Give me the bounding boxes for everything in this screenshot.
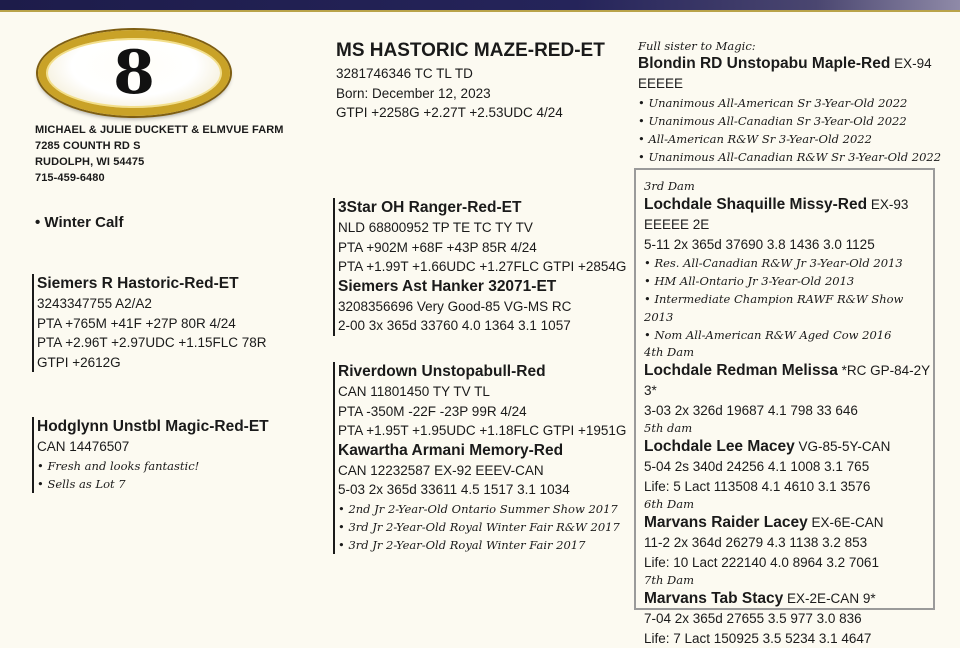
animal-id: 3281746346 TC TL TD (336, 64, 563, 84)
maternal-grandsire-id: CAN 11801450 TY TV TL (338, 382, 626, 402)
dam5-name: Lochdale Lee Macey (644, 438, 795, 455)
maternal-granddam-record: 5-03 2x 365d 33611 4.5 1517 3.1 1034 (338, 480, 626, 500)
owner-info (35, 122, 284, 186)
owner-city: RUDOLPH, WI 54475 (35, 154, 284, 170)
paternal-grandsire-pta-1: PTA +902M +68F +43P 85R 4/24 (338, 238, 626, 258)
full-sister-heading: Full sister to Magic: (638, 38, 960, 54)
animal-gtpi: GTPI +2258G +2.27T +2.53UDC 4/24 (336, 103, 563, 123)
dam7-label: 7th Dam (644, 572, 933, 589)
dam5-life: Life: 5 Lact 113508 4.1 4610 3.1 3576 (644, 477, 933, 497)
paternal-grandsire-pta-2: PTA +1.99T +1.66UDC +1.27FLC GTPI +2854G (338, 257, 626, 277)
dam-note: • Sells as Lot 7 (37, 475, 269, 493)
dam6-record: 11-2 2x 364d 26279 4.3 1138 3.2 853 (644, 533, 933, 553)
sire-pta-2: PTA +2.96T +2.97UDC +1.15FLC 78R (37, 333, 267, 353)
paternal-grandsire-block (333, 198, 626, 336)
dam6-life: Life: 10 Lact 222140 4.0 8964 3.2 7061 (644, 553, 933, 573)
dam6-label: 6th Dam (644, 496, 933, 513)
maternal-granddam-id: CAN 12232587 EX-92 EEEV-CAN (338, 461, 626, 481)
dam7-record: 7-04 2x 365d 27655 3.5 977 3.0 836 (644, 609, 933, 629)
dam6-line (644, 513, 933, 533)
dam-block (32, 417, 269, 493)
owner-name: MICHAEL & JULIE DUCKETT & ELMVUE FARM (35, 122, 284, 138)
animal-born: Born: December 12, 2023 (336, 84, 563, 104)
dam7-life: Life: 7 Lact 150925 3.5 5234 3.1 4647 (644, 629, 933, 648)
dam5-classification: VG-85-5Y-CAN (799, 439, 891, 454)
full-sister-honor: • Unanimous All-American Sr 3-Year-Old 2022 (638, 94, 960, 112)
dam4-record: 3-03 2x 326d 19687 4.1 798 33 646 (644, 401, 933, 421)
sire-id: 3243347755 A2/A2 (37, 294, 267, 314)
maternal-granddam-honor: • 3rd Jr 2-Year-Old Royal Winter Fair 2017 (338, 536, 626, 554)
full-sister-line (638, 54, 960, 94)
dam3-honor: • Res. All-Canadian R&W Jr 3-Year-Old 2013 (644, 254, 933, 272)
dam6-classification: EX-6E-CAN (811, 515, 883, 530)
sire-pta-1: PTA +765M +41F +27P 80R 4/24 (37, 314, 267, 334)
maternal-grandsire-pta-2: PTA +1.95T +1.95UDC +1.18FLC GTPI +1951G (338, 421, 626, 441)
dam4-label: 4th Dam (644, 344, 933, 361)
dam3-honor: • Intermediate Champion RAWF R&W Show 2013 (644, 290, 933, 326)
dam-id: CAN 14476507 (37, 437, 269, 457)
dam5-line (644, 437, 933, 457)
dam3-line (644, 195, 933, 235)
dam6-name: Marvans Raider Lacey (644, 514, 808, 531)
dam7-classification: EX-2E-CAN 9* (787, 591, 876, 606)
paternal-grandsire-id: NLD 68800952 TP TE TC TY TV (338, 218, 626, 238)
lot-number: 8 (38, 30, 230, 116)
sire-block (32, 274, 267, 372)
full-sister-name: Blondin RD Unstopabu Maple-Red (638, 55, 890, 72)
full-sister-honor: • All-American R&W Sr 3-Year-Old 2022 (638, 130, 960, 148)
full-sister-classification: EX-94 EEEEE (638, 56, 932, 91)
maternal-granddam-honor: • 3rd Jr 2-Year-Old Royal Winter Fair R&W 2017 (338, 518, 626, 536)
maternal-grandsire-pta-1: PTA -350M -22F -23P 99R 4/24 (338, 402, 626, 422)
animal-details (336, 64, 563, 123)
dam-name: Hodglynn Unstbl Magic-Red-ET (37, 417, 269, 437)
dam5-record: 5-04 2s 340d 24256 4.1 1008 3.1 765 (644, 457, 933, 477)
dam3-classification: EX-93 EEEEE 2E (644, 197, 908, 232)
maternal-family-box (634, 168, 935, 610)
owner-street: 7285 COUNTH RD S (35, 138, 284, 154)
dam-note: • Fresh and looks fantastic! (37, 457, 269, 475)
maternal-grandsire-name: Riverdown Unstopabull-Red (338, 362, 626, 382)
header-band (0, 0, 960, 12)
paternal-granddam-record: 2-00 3x 365d 33760 4.0 1364 3.1 1057 (338, 316, 626, 336)
maternal-grandsire-block (333, 362, 626, 554)
paternal-granddam-name: Siemers Ast Hanker 32071-ET (338, 277, 626, 297)
animal-name: MS HASTORIC MAZE-RED-ET (336, 40, 605, 62)
paternal-granddam-id: 3208356696 Very Good-85 VG-MS RC (338, 297, 626, 317)
dam7-name: Marvans Tab Stacy (644, 590, 783, 607)
dam4-name: Lochdale Redman Melissa (644, 362, 838, 379)
owner-phone: 715-459-6480 (35, 170, 284, 186)
dam3-record: 5-11 2x 365d 37690 3.8 1436 3.0 1125 (644, 235, 933, 255)
dam3-honor: • Nom All-American R&W Aged Cow 2016 (644, 326, 933, 344)
maternal-granddam-honor: • 2nd Jr 2-Year-Old Ontario Summer Show 2017 (338, 500, 626, 518)
maternal-family-list (644, 178, 933, 648)
full-sister-honor: • Unanimous All-Canadian Sr 3-Year-Old 2022 (638, 112, 960, 130)
dam3-honor: • HM All-Ontario Jr 3-Year-Old 2013 (644, 272, 933, 290)
dam3-name: Lochdale Shaquille Missy-Red (644, 196, 867, 213)
dam7-line (644, 589, 933, 609)
sire-gtpi: GTPI +2612G (37, 353, 267, 373)
paternal-grandsire-name: 3Star OH Ranger-Red-ET (338, 198, 626, 218)
dam4-line (644, 361, 933, 401)
full-sister-block (638, 38, 960, 166)
dam4-classification: *RC GP-84-2Y 3* (644, 363, 930, 398)
full-sister-honor: • Unanimous All-Canadian R&W Sr 3-Year-Old 2022 (638, 148, 960, 166)
dam3-label: 3rd Dam (644, 178, 933, 195)
dam5-label: 5th dam (644, 420, 933, 437)
category: • Winter Calf (35, 214, 123, 231)
sire-name: Siemers R Hastoric-Red-ET (37, 274, 267, 294)
maternal-granddam-name: Kawartha Armani Memory-Red (338, 441, 626, 461)
